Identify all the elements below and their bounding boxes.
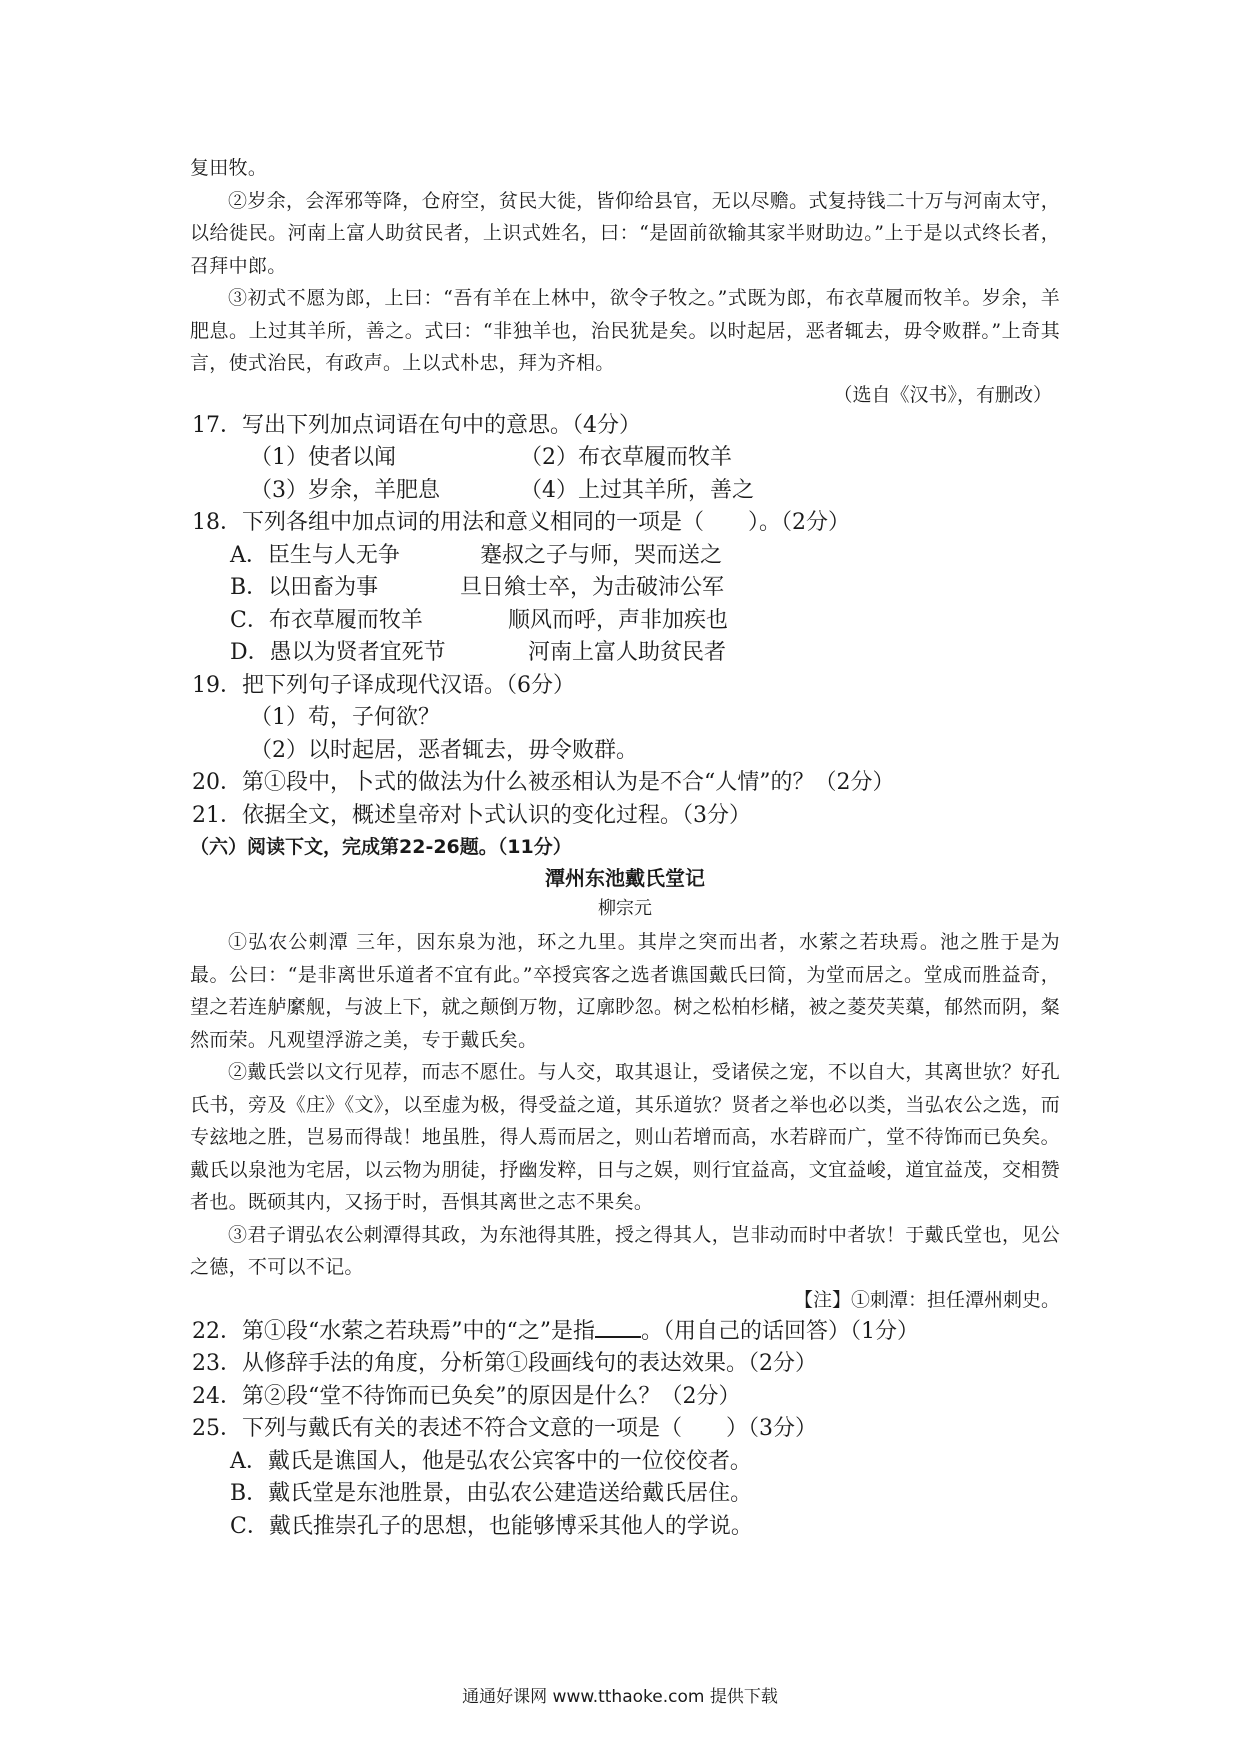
option-d-right: 河南上富人助贫民者: [528, 640, 727, 665]
footnote: 【注】①刺潭：担任潭州刺史。: [793, 1288, 1060, 1311]
source-citation: （选自《汉书》，有删改）: [833, 383, 1052, 406]
option-b-right: 旦日飨士卒，为击破沛公军: [460, 575, 725, 600]
question-22-suffix: 。（用自己的话回答）（1分）: [640, 1318, 919, 1344]
question-20: 20．第①段中，卜式的做法为什么被丞相认为是不合“人情”的？（2分）: [192, 770, 895, 795]
classical-paragraph-2: ②岁余，会浑邪等降，仓府空，贫民大徙，皆仰给县官，无以尽赡。式复持钱二十万与河南太守，以给徙民。河南上富人助贫民者，上识式姓名，曰：“是固前欲输其家半财助边。”上于是以式终长者，召拜中郎。: [190, 189, 1060, 277]
question-25: 25．下列与戴氏有关的表述不符合文意的一项是（ ）（3分）: [192, 1416, 817, 1441]
question-19-item-2: （2）以时起居，恶者辄去，毋令败群。: [250, 737, 638, 763]
question-18-option-a: [190, 540, 1060, 573]
section-6-heading: （六）阅读下文，完成第22-26题。（11分）: [190, 836, 572, 858]
question-25-option-a: A．戴氏是谯国人，他是弘农公宾客中的一位佼佼者。: [230, 1448, 752, 1474]
question-25-option-b: B．戴氏堂是东池胜景，由弘农公建造送给戴氏居住。: [230, 1481, 753, 1506]
essay-paragraph-1: ①弘农公刺潭 三年，因东泉为池，环之九里。其岸之突而出者，水萦之若玦焉。池之胜于是为最。公曰：“是非离世乐道者不宜有此。”卒授宾客之选者谯国戴氏曰简，为堂而居之。堂成而胜益奇，望之若连舻縻舰，与波上下，就之颠倒万物，辽廓眇忽。树之松柏杉槠，被之菱芡芙蕖，郁然而阴，粲然而荣。凡观望浮游之美，专于戴氏矣。: [190, 931, 1060, 1051]
answer-blank[interactable]: [595, 1318, 641, 1338]
essay-paragraph-2: ②戴氏尝以文行见荐，而志不愿仕。与人交，取其退让，受诸侯之宠，不以自大，其离世欤？好孔氏书，旁及《庄》《文》，以至虚为极，得受益之道，其乐道欤？贤者之举也必以类，当弘农公之选，而专玆地之胜，岂易而得哉！地虽胜，得人焉而居之，则山若增而高，水若辟而广，堂不待饰而已奂矣。戴氏以泉池为宅居，以云物为朋徒，抒幽发粹，日与之娱，则行宜益高，文宜益峻，道宜益茂，交相赞者也。既硕其内，又扬于时，吾惧其离世之志不果矣。: [190, 1061, 1060, 1213]
essay-title: 潭州东池戴氏堂记: [545, 866, 705, 890]
question-17-item-3: （3）岁余，羊肥息: [250, 477, 440, 503]
classical-paragraph-tail: 复田牧。: [190, 157, 268, 179]
question-24: 24．第②段“堂不待饰而已奂矣”的原因是什么？（2分）: [192, 1383, 741, 1409]
question-19: 19．把下列句子译成现代汉语。（6分）: [192, 672, 575, 698]
essay-paragraph-3: ③君子谓弘农公刺潭得其政，为东池得其胜，授之得其人，岂非动而时中者欤！于戴氏堂也，见公之德，不可以不记。: [190, 1223, 1060, 1278]
question-17-item-4: （4）上过其羊所，善之: [520, 477, 754, 503]
option-b-left: B．以田畜为事: [230, 575, 379, 600]
question-17: 17．写出下列加点词语在句中的意思。（4分）: [192, 412, 641, 438]
question-18-option-c: [190, 605, 1060, 638]
question-23: 23．从修辞手法的角度，分析第①段画线句的表达效果。（2分）: [192, 1351, 817, 1376]
option-d-left: D．愚以为贤者宜死节: [230, 640, 446, 665]
question-22: [190, 1316, 1060, 1349]
question-17-item-1: （1）使者以闻: [250, 445, 396, 470]
question-18: 18．下列各组中加点词的用法和意义相同的一项是（ ）。（2分）: [192, 510, 850, 535]
question-18-option-d: [190, 637, 1060, 670]
question-17-item-2: （2）布衣草履而牧羊: [520, 445, 732, 470]
question-19-item-1: （1）苟，子何欲？: [250, 705, 440, 730]
question-18-option-b: [190, 572, 1060, 605]
option-c-left: C．布衣草履而牧羊: [230, 607, 423, 633]
option-c-right: 顺风而呼，声非加疾也: [508, 607, 729, 633]
option-a-left: A．臣生与人无争: [230, 542, 400, 568]
question-17-row-1: [190, 442, 1060, 475]
question-21: 21．依据全文，概述皇帝对卜式认识的变化过程。（3分）: [192, 802, 751, 828]
option-a-right: 蹇叔之子与师，哭而送之: [480, 542, 723, 568]
page-content: [190, 152, 1060, 1543]
question-22-prefix: 22．第①段“水萦之若玦焉”中的“之”是指: [192, 1318, 595, 1344]
essay-author: 柳宗元: [598, 898, 652, 919]
classical-paragraph-3: ③初式不愿为郎，上曰：“吾有羊在上林中，欲令子牧之。”式既为郎，布衣草履而牧羊。岁余，羊肥息。上过其羊所，善之。式曰：“非独羊也，治民犹是矣。以时起居，恶者辄去，毋令败群。”上奇其言，使式治民，有政声。上以式朴忠，拜为齐相。: [190, 287, 1060, 374]
page-footer: 通通好课网 www.tthaoke.com 提供下载: [462, 1687, 778, 1707]
question-25-option-c: C．戴氏推崇孔子的思想，也能够博采其他人的学说。: [230, 1513, 753, 1539]
question-17-row-2: [190, 475, 1060, 508]
